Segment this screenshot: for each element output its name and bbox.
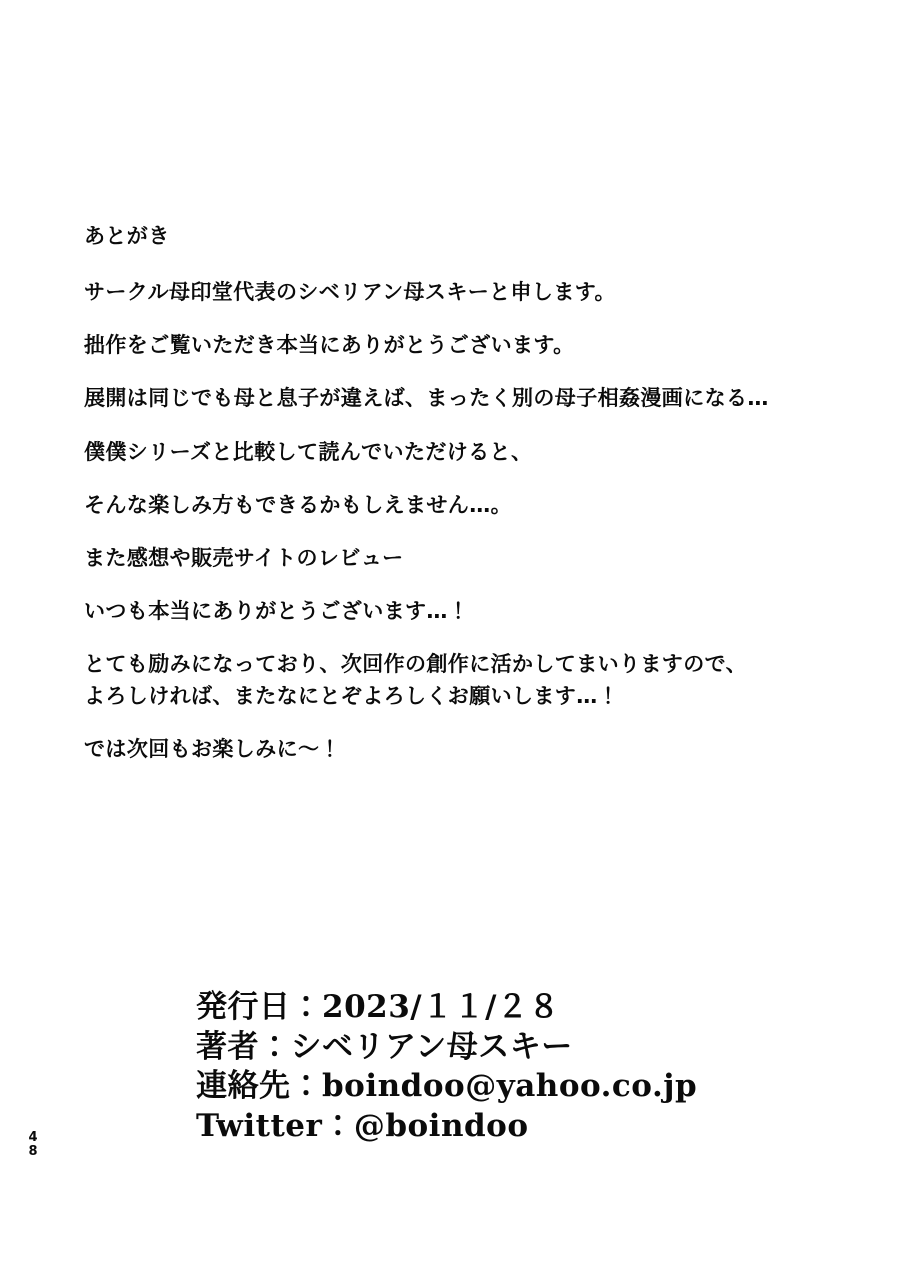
- afterword-line-7: いつも本当にありがとうございます…！: [84, 598, 470, 623]
- afterword-line-1: サークル母印堂代表のシベリアン母スキーと申します。: [84, 280, 616, 305]
- afterword-heading: あとがき: [84, 224, 170, 248]
- afterword-line-3: 展開は同じでも母と息子が違えば、まったく別の母子相姦漫画になる…: [84, 386, 769, 411]
- afterword-line-5: そんな楽しみ方もできるかもしえません…。: [84, 492, 512, 517]
- colophon-twitter-handle: Twitter：@boindoo: [196, 1108, 529, 1145]
- colophon-author: 著者：シベリアン母スキー: [196, 1028, 573, 1065]
- afterword-line-9: よろしければ、またなにとぞよろしくお願いします…！: [84, 684, 619, 709]
- page-number-digit-1: 4: [28, 1130, 38, 1145]
- afterword-text-block: [84, 222, 864, 763]
- afterword-line-8: とても励みになっており、次回作の創作に活かしてまいりますので、: [84, 652, 747, 676]
- afterword-line-10: では次回もお楽しみに〜！: [84, 737, 341, 762]
- afterword-line-6: また感想や販売サイトのレビュー: [84, 545, 404, 570]
- colophon-publish-date: 発行日：2023/１１/２８: [196, 989, 560, 1025]
- colophon-block: [196, 988, 856, 1147]
- colophon-contact-email: 連絡先：boindoo@yahoo.co.jp: [196, 1068, 698, 1105]
- afterword-line-2: 拙作をご覧いただき本当にありがとうございます。: [84, 333, 575, 358]
- page-number: [22, 1131, 44, 1159]
- afterword-line-4: 僕僕シリーズと比較して読んでいただけると、: [84, 439, 533, 464]
- page-number-digit-2: 8: [28, 1144, 38, 1160]
